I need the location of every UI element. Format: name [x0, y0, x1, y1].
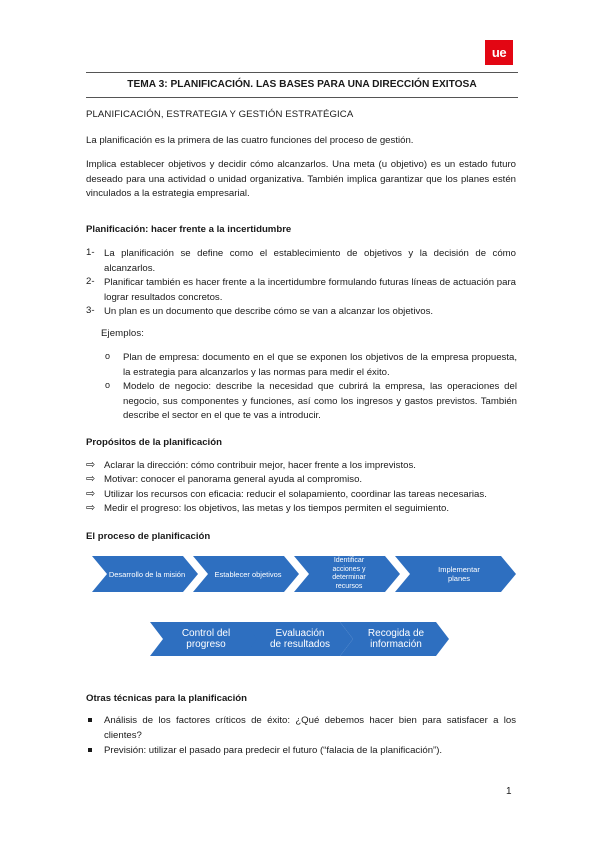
purpose-text: Aclarar la dirección: cómo contribuir mejor, hacer frente a los imprevistos. — [104, 460, 416, 471]
heading-proceso: El proceso de planificación — [86, 531, 211, 542]
technique-item — [86, 714, 516, 743]
intro-paragraph-1: La planificación es la primera de las cuatro funciones del proceso de gestión. — [86, 135, 414, 146]
ejemplos-label: Ejemplos: — [101, 328, 145, 339]
university-logo: ue — [485, 40, 513, 65]
bullet-circle: o — [105, 351, 111, 361]
step-label: Control del progreso — [181, 628, 231, 650]
item-text: La planificación se define como el establecimiento de objetivos y la decisión de cómo alcanzarlos. — [104, 248, 516, 274]
bullet-circle: o — [105, 380, 111, 390]
heading-incertidumbre: Planificación: hacer frente a la incertidumbre — [86, 224, 292, 235]
purpose-text: Medir el progreso: los objetivos, las metas y los tiempos permiten el seguimiento. — [104, 503, 449, 514]
numbered-item — [86, 276, 516, 305]
title-bar — [86, 72, 518, 98]
item-number: 2- — [86, 276, 95, 287]
square-bullet-icon — [88, 748, 92, 752]
arrow-icon: ⇨ — [86, 488, 96, 500]
purpose-item — [86, 459, 516, 474]
section-heading: PLANIFICACIÓN, ESTRATEGIA Y GESTIÓN ESTRATÉGICA — [86, 109, 354, 120]
item-number: 1- — [86, 247, 95, 258]
example-text: Plan de empresa: documento en el que se exponen los objetivos de la empresa propuesta, la estrategia para alcanzarlos y las normas para medir el éxito. — [123, 352, 517, 378]
purpose-item — [86, 488, 516, 503]
arrow-icon: ⇨ — [86, 473, 96, 485]
step-label: Recogida de información — [367, 628, 425, 650]
technique-text: Previsión: utilizar el pasado para predecir el futuro (“falacia de la planificación”). — [104, 745, 443, 756]
heading-otras: Otras técnicas para la planificación — [86, 693, 248, 704]
intro-paragraph-2: Implica establecer objetivos y decidir cómo alcanzarlos. Una meta (u objetivo) es un estado futuro deseado para una actividad o unidad organizativa. También implica garantizar que los planes estén vinculados a la estrategia empresarial. — [86, 159, 516, 199]
arrow-icon: ⇨ — [86, 459, 96, 471]
purpose-text: Motivar: conocer el panorama general ayuda al compromiso. — [104, 474, 363, 485]
step-label: Identificar acciones y determinar recursos — [332, 557, 366, 590]
example-item — [105, 380, 517, 424]
page-title: TEMA 3: PLANIFICACIÓN. LAS BASES PARA UNA DIRECCIÓN EXITOSA — [127, 79, 477, 90]
example-text: Modelo de negocio: describe la necesidad que cubrirá la empresa, las operaciones del negocio, sus componentes y funciones, así como los ingresos y gastos previstos. También describe el sector en el que te vas a introducir. — [123, 381, 517, 421]
item-text: Un plan es un documento que describe cómo se van a alcanzar los objetivos. — [104, 306, 434, 317]
purpose-item — [86, 502, 516, 517]
numbered-item — [86, 247, 516, 276]
step-label: Implementar planes — [438, 565, 480, 583]
heading-propositos: Propósitos de la planificación — [86, 437, 222, 448]
step-label: Establecer objetivos — [214, 569, 282, 579]
page-number: 1 — [506, 786, 512, 797]
purpose-text: Utilizar los recursos con eficacia: reducir el solapamiento, coordinar las tareas necesarias. — [104, 489, 487, 500]
process-diagram — [86, 552, 518, 670]
step-label: Desarrollo de la misión — [108, 569, 186, 579]
arrow-icon: ⇨ — [86, 502, 96, 514]
item-text: Planificar también es hacer frente a la incertidumbre formulando futuras líneas de actuación para lograr resultados concretos. — [104, 277, 516, 303]
technique-item — [86, 744, 516, 759]
example-item — [105, 351, 517, 380]
technique-text: Análisis de los factores críticos de éxito: ¿Qué debemos hacer bien para satisfacer a los clientes? — [104, 715, 516, 741]
numbered-item — [86, 305, 516, 320]
item-number: 3- — [86, 305, 95, 316]
step-label: Evaluación de resultados — [269, 628, 331, 650]
purpose-item — [86, 473, 516, 488]
square-bullet-icon — [88, 718, 92, 722]
